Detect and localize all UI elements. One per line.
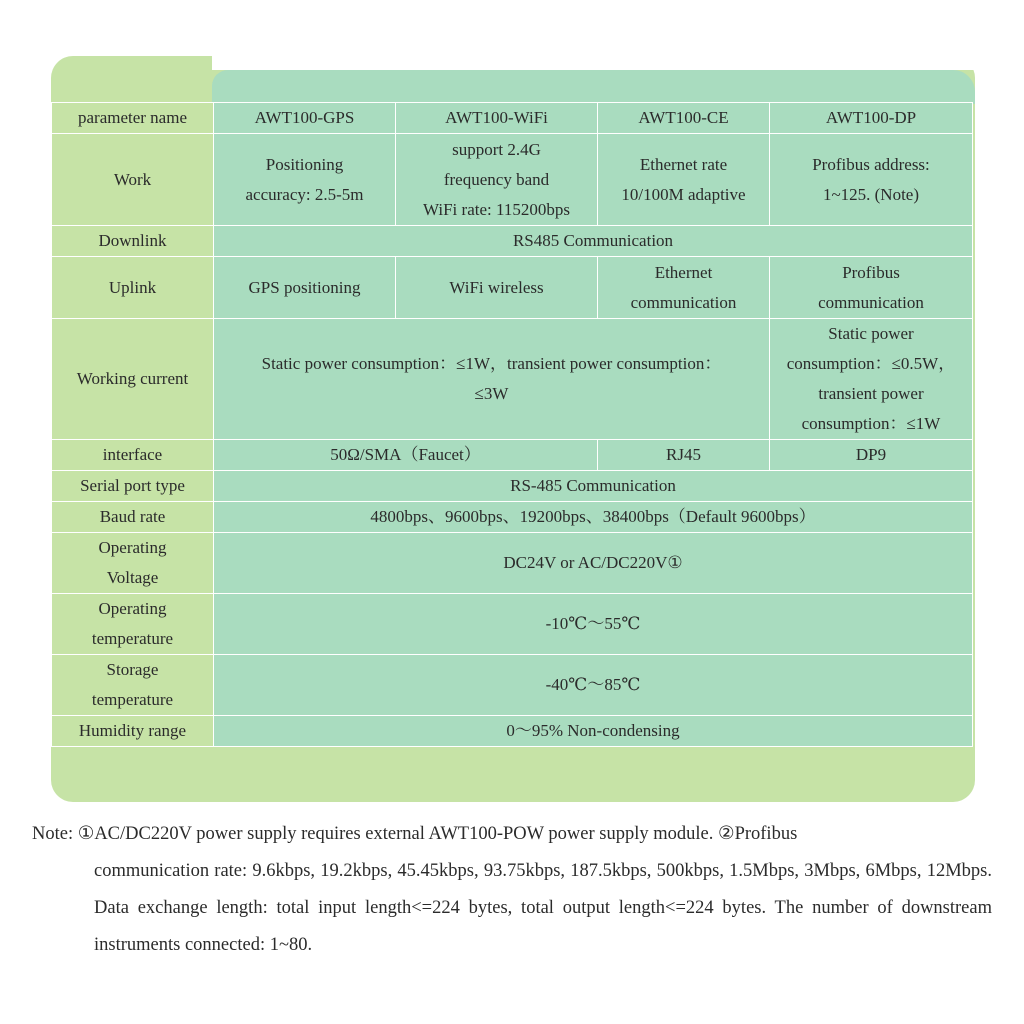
table-row [52, 226, 973, 257]
note-line-1: ①AC/DC220V power supply requires external AWT100-POW power supply module. ②Profibus [77, 824, 798, 844]
table-row [52, 440, 973, 471]
row-label: Working current [52, 319, 214, 440]
downlink-value: RS485 Communication [214, 226, 973, 257]
row-label: Work [52, 134, 214, 226]
row-label: Downlink [52, 226, 214, 257]
work-ce: Ethernet rate 10/100M adaptive [598, 134, 770, 226]
storage-temperature-value: -40℃～85℃ [214, 655, 973, 716]
footnote [32, 816, 992, 964]
work-dp: Profibus address: 1~125. (Note) [770, 134, 973, 226]
baud-rate-value: 4800bps、9600bps、19200bps、38400bps（Default 9600bps） [214, 502, 973, 533]
working-current-shared: Static power consumption：≤1W，transient power consumption： ≤3W [214, 319, 770, 440]
spec-table [51, 102, 973, 747]
row-label: Humidity range [52, 716, 214, 747]
interface-dp: DP9 [770, 440, 973, 471]
row-label: Storage temperature [52, 655, 214, 716]
row-label: Baud rate [52, 502, 214, 533]
work-wifi: support 2.4G frequency band WiFi rate: 115200bps [396, 134, 598, 226]
interface-gps-wifi: 50Ω/SMA（Faucet） [214, 440, 598, 471]
interface-ce: RJ45 [598, 440, 770, 471]
table-row [52, 471, 973, 502]
humidity-value: 0～95% Non-condensing [214, 716, 973, 747]
table-row [52, 502, 973, 533]
frame-notch [212, 56, 975, 70]
header-tab [212, 70, 975, 104]
model-wifi: AWT100-WiFi [396, 103, 598, 134]
row-label: Operating temperature [52, 594, 214, 655]
operating-temperature-value: -10℃～55℃ [214, 594, 973, 655]
uplink-gps: GPS positioning [214, 257, 396, 319]
row-label: parameter name [52, 103, 214, 134]
table-row [52, 655, 973, 716]
work-gps: Positioning accuracy: 2.5-5m [214, 134, 396, 226]
model-gps: AWT100-GPS [214, 103, 396, 134]
table-row [52, 319, 973, 440]
working-current-dp: Static power consumption：≤0.5W， transient power consumption：≤1W [770, 319, 973, 440]
model-dp: AWT100-DP [770, 103, 973, 134]
uplink-dp: Profibus communication [770, 257, 973, 319]
table-row [52, 134, 973, 226]
note-prefix: Note: [32, 824, 78, 844]
row-label: Serial port type [52, 471, 214, 502]
table-row [52, 533, 973, 594]
table-row [52, 716, 973, 747]
operating-voltage-value: DC24V or AC/DC220V① [214, 533, 973, 594]
note-body: communication rate: 9.6kbps, 19.2kbps, 45.45kbps, 93.75kbps, 187.5kbps, 500kbps, 1.5Mbps, 3Mbps, 6Mbps, 12Mbps. Data exchange length: total input length<=224 bytes, total output length<=224 bytes. The number of downstream instruments connected: 1~80. [94, 861, 992, 955]
row-label: Uplink [52, 257, 214, 319]
table-row [52, 103, 973, 134]
uplink-wifi: WiFi wireless [396, 257, 598, 319]
serial-port-value: RS-485 Communication [214, 471, 973, 502]
row-label: interface [52, 440, 214, 471]
table-row [52, 257, 973, 319]
table-row [52, 594, 973, 655]
model-ce: AWT100-CE [598, 103, 770, 134]
row-label: Operating Voltage [52, 533, 214, 594]
uplink-ce: Ethernet communication [598, 257, 770, 319]
